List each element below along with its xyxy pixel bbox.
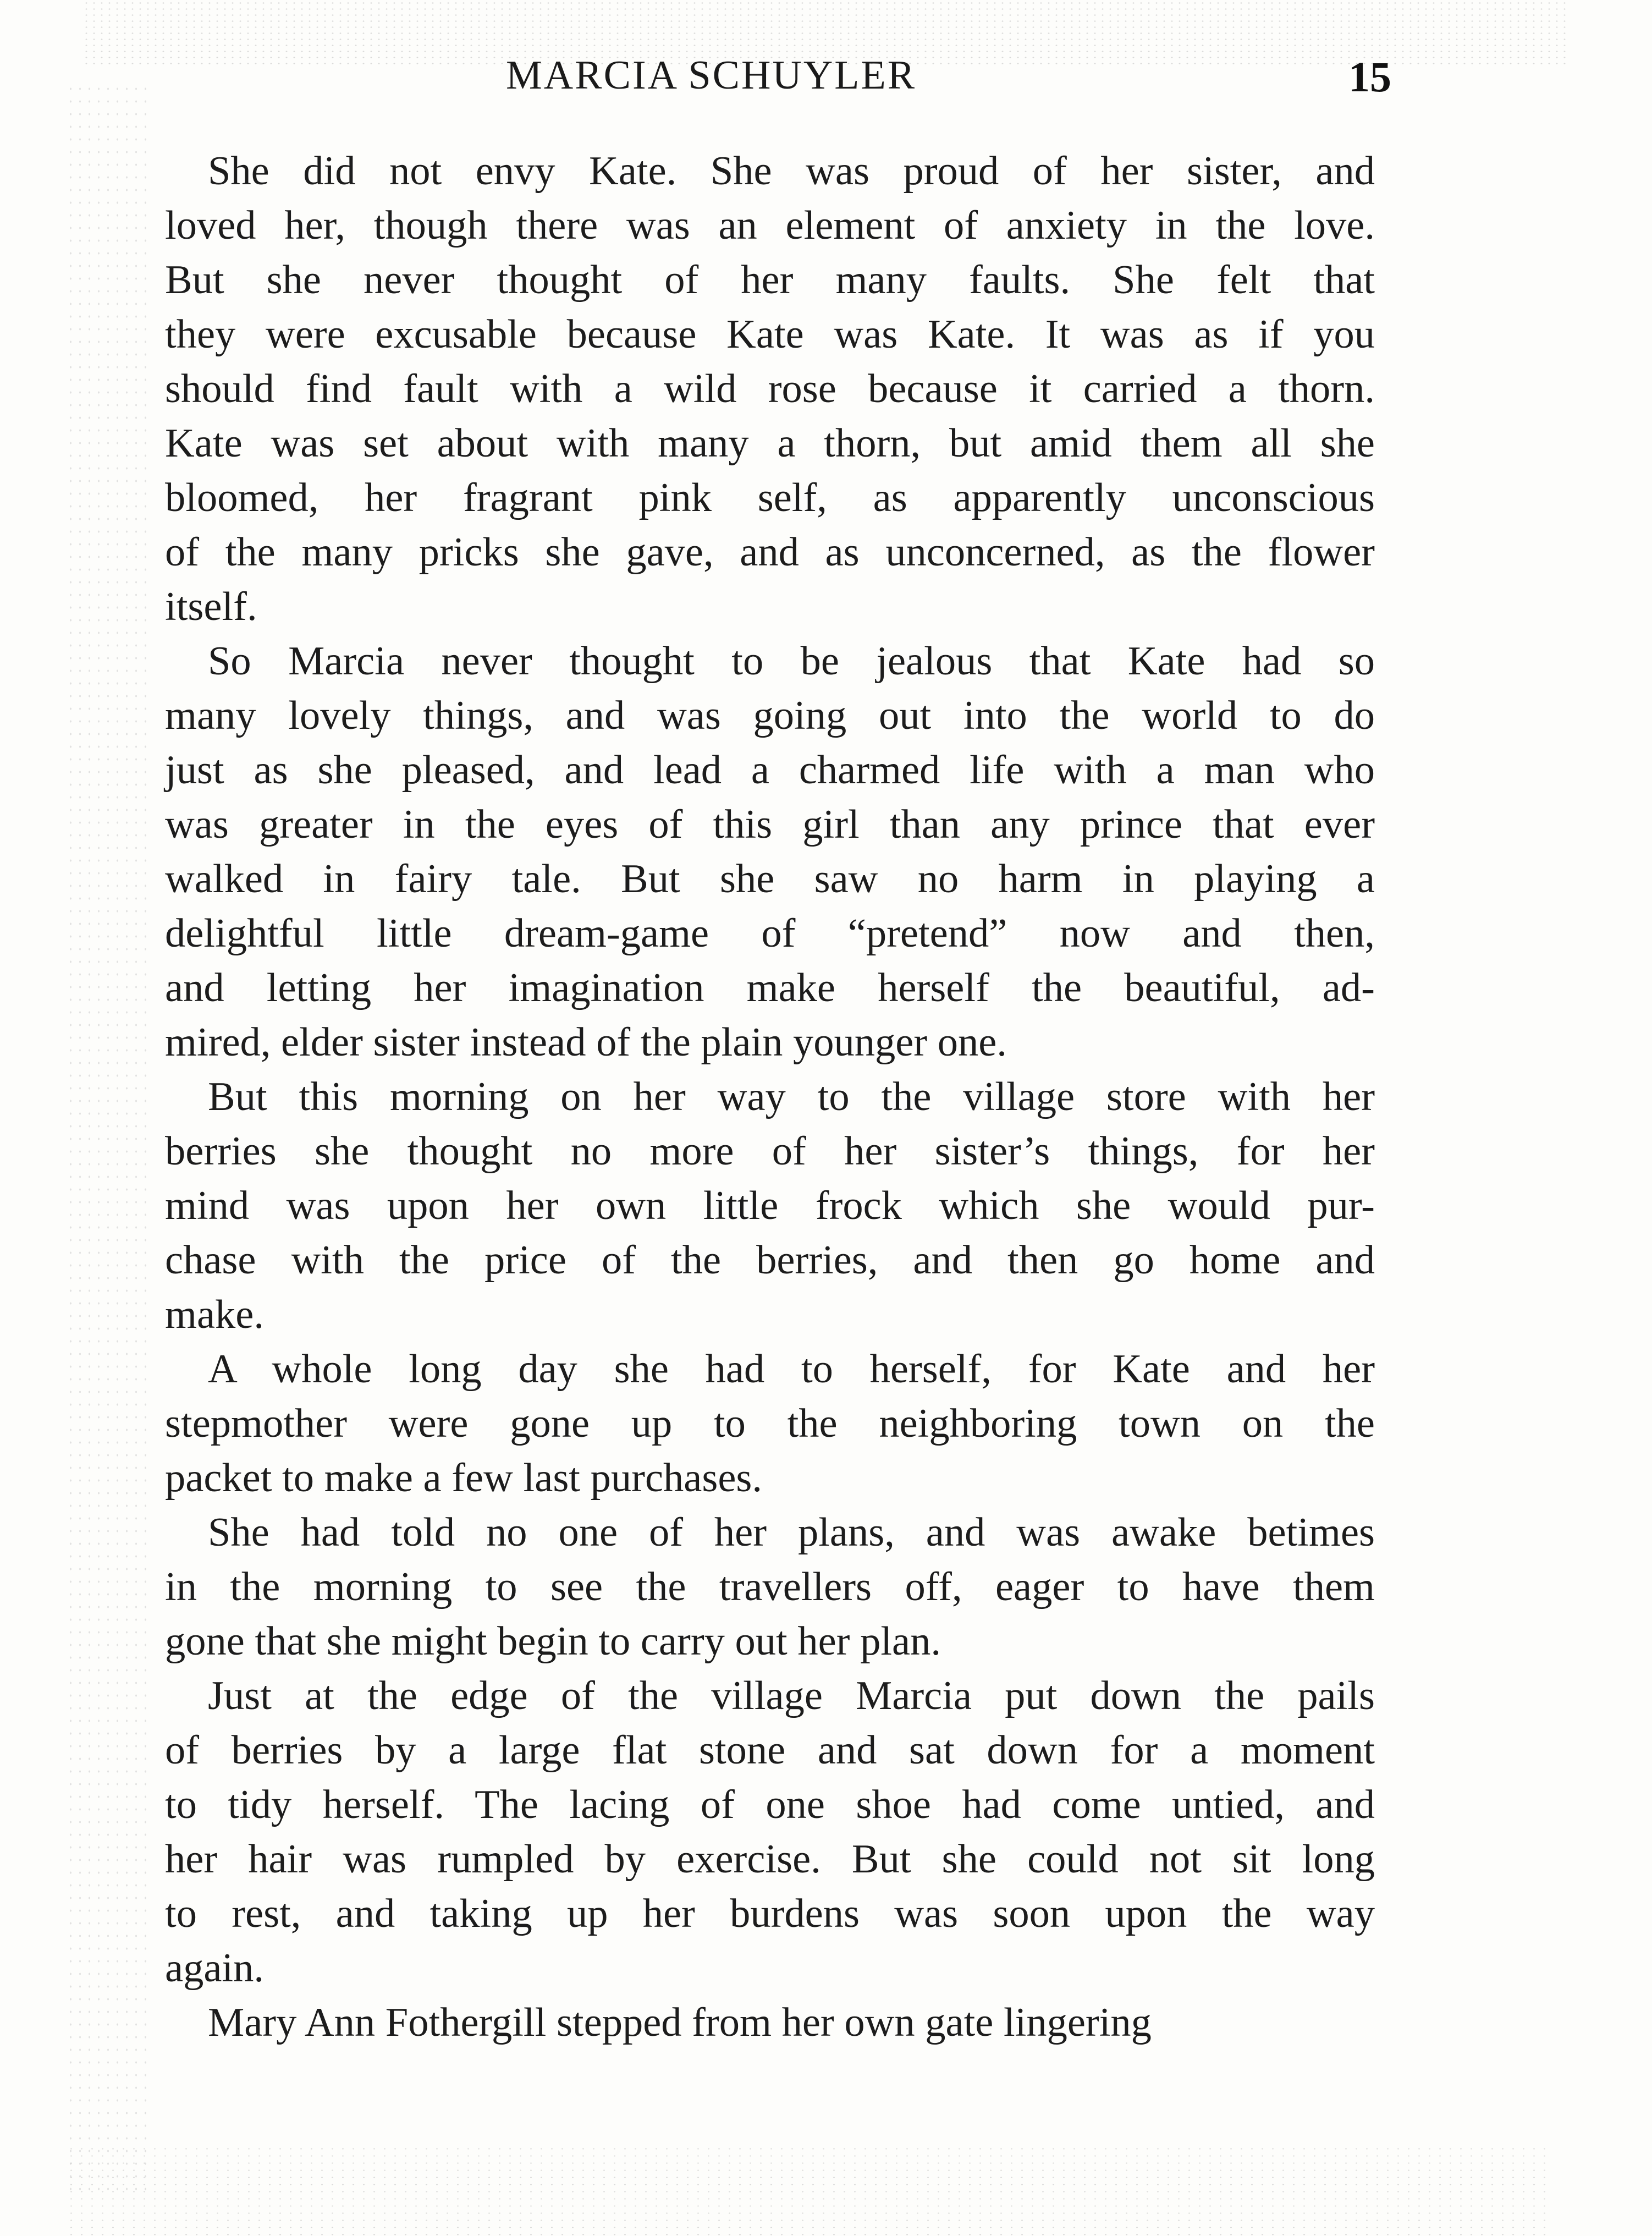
paragraph — [165, 1342, 1375, 1506]
text-line: mind was upon her own little frock which she would pur- — [165, 1183, 1375, 1228]
text-line: they were excusable because Kate was Kate. It was as if you — [165, 312, 1375, 357]
text-line: make. — [165, 1292, 264, 1337]
text-line: of the many pricks she gave, and as unconcerned, as the flower — [165, 530, 1375, 575]
text-line: many lovely things, and was going out into the world to do — [165, 693, 1375, 738]
text-line: But she never thought of her many faults. She felt that — [165, 257, 1375, 303]
text-line: loved her, though there was an element of anxiety in the love. — [165, 203, 1375, 248]
paragraph — [165, 1669, 1375, 1996]
scan-speckle-left — [66, 83, 148, 2200]
text-line: delightful little dream-game of “pretend” now and then, — [165, 911, 1375, 956]
text-line: chase with the price of the berries, and then go home and — [165, 1238, 1375, 1283]
text-line: Just at the edge of the village Marcia put down the pails — [208, 1673, 1375, 1718]
scan-speckle-bottom — [66, 2145, 1551, 2236]
text-line: again. — [165, 1946, 264, 1991]
text-line: was greater in the eyes of this girl than any prince that ever — [165, 802, 1375, 847]
text-line: bloomed, her fragrant pink self, as apparently unconscious — [165, 475, 1375, 520]
text-line: should find fault with a wild rose because it carried a thorn. — [165, 366, 1375, 411]
text-line: walked in fairy tale. But she saw no harm in playing a — [165, 856, 1375, 902]
text-line: packet to make a few last purchases. — [165, 1455, 762, 1501]
text-line: She did not envy Kate. She was proud of her sister, and — [208, 149, 1375, 194]
paragraph — [165, 1506, 1375, 1669]
text-line: her hair was rumpled by exercise. But she could not sit long — [165, 1837, 1375, 1882]
text-line: berries she thought no more of her sister’s things, for her — [165, 1129, 1375, 1174]
paragraph — [165, 144, 1375, 634]
body-text — [165, 144, 1375, 2050]
text-line: mired, elder sister instead of the plain younger one. — [165, 1020, 1007, 1065]
paragraph — [165, 634, 1375, 1070]
page-header — [165, 52, 1391, 113]
page-number: 15 — [1348, 53, 1391, 101]
text-line: But this morning on her way to the village store with her — [208, 1074, 1375, 1119]
paragraph — [165, 1996, 1375, 2050]
text-line: Kate was set about with many a thorn, but amid them all she — [165, 421, 1375, 466]
text-line: gone that she might begin to carry out her plan. — [165, 1619, 941, 1664]
text-line: itself. — [165, 584, 257, 629]
text-line: to tidy herself. The lacing of one shoe had come untied, and — [165, 1782, 1375, 1827]
running-head: MARCIA SCHUYLER — [506, 53, 917, 98]
text-line: of berries by a large flat stone and sat down for a moment — [165, 1728, 1375, 1773]
text-line: stepmother were gone up to the neighboring town on the — [165, 1401, 1375, 1446]
paragraph — [165, 1070, 1375, 1342]
text-line: Mary Ann Fothergill stepped from her own gate lingering — [208, 2000, 1152, 2045]
text-line: She had told no one of her plans, and was awake betimes — [208, 1510, 1375, 1555]
text-line: A whole long day she had to herself, for Kate and her — [208, 1347, 1375, 1392]
text-line: So Marcia never thought to be jealous that Kate had so — [208, 639, 1375, 684]
text-line: to rest, and taking up her burdens was soon upon the way — [165, 1891, 1375, 1936]
text-line: and letting her imagination make herself the beautiful, ad- — [165, 965, 1375, 1010]
text-line: in the morning to see the travellers off, eager to have them — [165, 1564, 1375, 1609]
text-line: just as she pleased, and lead a charmed life with a man who — [165, 748, 1375, 793]
